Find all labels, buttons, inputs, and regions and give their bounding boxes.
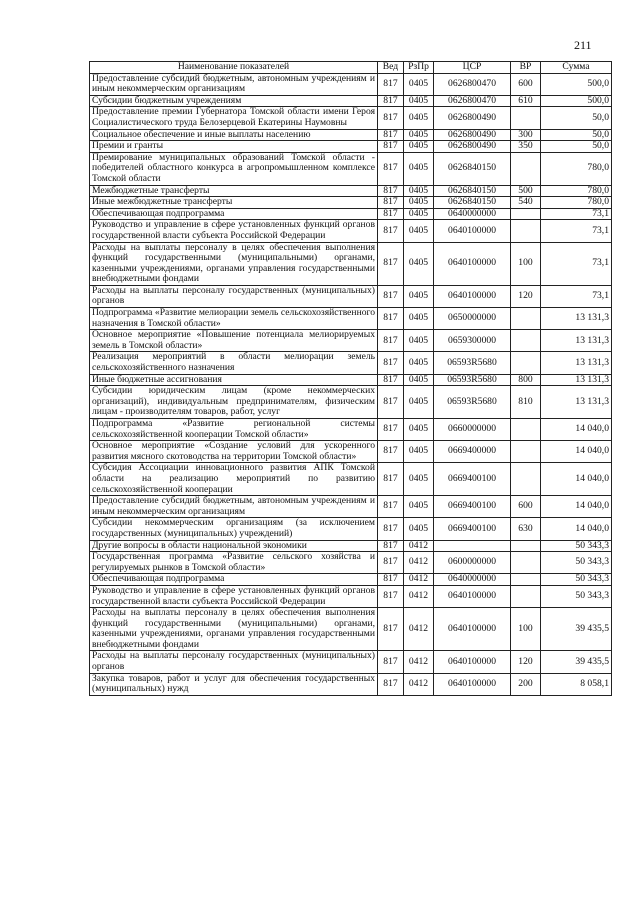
cell-vr: 300 (511, 129, 541, 141)
cell-sum: 73,1 (541, 285, 612, 307)
cell-sum: 780,0 (541, 185, 612, 197)
cell-csr: 0600000000 (434, 552, 511, 574)
cell-ved: 817 (378, 95, 404, 107)
cell-ved: 817 (378, 463, 404, 496)
cell-name: Субсидия Ассоциации инновационного развития АПК Томской области на реализацию мероприятий по развитию сельскохозяйственной кооперации (90, 463, 378, 496)
table-row (90, 107, 612, 129)
cell-sum: 50 343,3 (541, 574, 612, 586)
cell-vr (511, 540, 541, 552)
cell-name: Иные межбюджетные трансферты (90, 197, 378, 209)
cell-rzpr: 0405 (404, 242, 434, 285)
table-row (90, 518, 612, 540)
cell-vr: 500 (511, 185, 541, 197)
cell-name: Обеспечивающая подпрограмма (90, 574, 378, 586)
cell-sum: 13 131,3 (541, 386, 612, 419)
cell-sum: 14 040,0 (541, 463, 612, 496)
table-row (90, 129, 612, 141)
cell-ved: 817 (378, 518, 404, 540)
cell-csr: 0640000000 (434, 208, 511, 220)
cell-sum: 500,0 (541, 73, 612, 95)
cell-sum: 14 040,0 (541, 419, 612, 441)
cell-vr (511, 208, 541, 220)
table-row (90, 208, 612, 220)
cell-name: Основное мероприятие «Повышение потенциала мелиорируемых земель в Томской области» (90, 330, 378, 352)
cell-vr (511, 220, 541, 242)
cell-vr (511, 574, 541, 586)
cell-ved: 817 (378, 242, 404, 285)
cell-name: Другие вопросы в области национальной экономики (90, 540, 378, 552)
cell-ved: 817 (378, 141, 404, 153)
cell-rzpr: 0405 (404, 352, 434, 374)
cell-sum: 73,1 (541, 242, 612, 285)
cell-csr: 06593R5680 (434, 386, 511, 419)
cell-csr: 0626800470 (434, 95, 511, 107)
table-header-row (90, 62, 612, 74)
cell-rzpr: 0405 (404, 419, 434, 441)
cell-vr (511, 552, 541, 574)
cell-rzpr: 0405 (404, 152, 434, 185)
table-row (90, 540, 612, 552)
cell-ved: 817 (378, 285, 404, 307)
cell-sum: 780,0 (541, 197, 612, 209)
cell-vr: 120 (511, 285, 541, 307)
table-row (90, 374, 612, 386)
table-row (90, 95, 612, 107)
cell-name: Социальное обеспечение и иные выплаты населению (90, 129, 378, 141)
cell-rzpr: 0412 (404, 540, 434, 552)
cell-name: Предоставление субсидий бюджетным, автономным учреждениям и иным некоммерческим организациям (90, 73, 378, 95)
cell-csr: 0660000000 (434, 419, 511, 441)
cell-vr: 350 (511, 141, 541, 153)
cell-sum: 50,0 (541, 107, 612, 129)
cell-sum: 50 343,3 (541, 585, 612, 607)
cell-ved: 817 (378, 308, 404, 330)
cell-sum: 14 040,0 (541, 496, 612, 518)
cell-rzpr: 0405 (404, 330, 434, 352)
table-row (90, 496, 612, 518)
cell-rzpr: 0405 (404, 73, 434, 95)
cell-rzpr: 0405 (404, 107, 434, 129)
cell-name: Межбюджетные трансферты (90, 185, 378, 197)
table-row (90, 419, 612, 441)
cell-csr: 0640100000 (434, 673, 511, 695)
cell-name: Обеспечивающая подпрограмма (90, 208, 378, 220)
cell-vr (511, 585, 541, 607)
cell-name: Премии и гранты (90, 141, 378, 153)
cell-ved: 817 (378, 330, 404, 352)
cell-name: Закупка товаров, работ и услуг для обеспечения государственных (муниципальных) нужд (90, 673, 378, 695)
cell-ved: 817 (378, 107, 404, 129)
cell-sum: 500,0 (541, 95, 612, 107)
cell-vr: 540 (511, 197, 541, 209)
cell-csr: 0669400000 (434, 441, 511, 463)
cell-ved: 817 (378, 129, 404, 141)
table-row (90, 651, 612, 673)
cell-vr: 120 (511, 651, 541, 673)
cell-ved: 817 (378, 419, 404, 441)
header-name: Наименование показателей (90, 62, 378, 74)
cell-rzpr: 0405 (404, 374, 434, 386)
cell-sum: 50 343,3 (541, 552, 612, 574)
table-row (90, 608, 612, 651)
table-row (90, 197, 612, 209)
cell-name: Руководство и управление в сфере установленных функций органов государственной власти субъекта Российской Федерации (90, 585, 378, 607)
table-row (90, 308, 612, 330)
cell-sum: 780,0 (541, 152, 612, 185)
cell-ved: 817 (378, 352, 404, 374)
table-row (90, 673, 612, 695)
cell-ved: 817 (378, 673, 404, 695)
cell-sum: 13 131,3 (541, 374, 612, 386)
cell-sum: 50 343,3 (541, 540, 612, 552)
cell-vr: 800 (511, 374, 541, 386)
cell-csr: 0626800490 (434, 129, 511, 141)
cell-ved: 817 (378, 608, 404, 651)
cell-csr: 0626840150 (434, 152, 511, 185)
cell-vr: 100 (511, 608, 541, 651)
table-row (90, 152, 612, 185)
cell-csr: 0640100000 (434, 220, 511, 242)
cell-vr: 610 (511, 95, 541, 107)
cell-name: Расходы на выплаты персоналу в целях обеспечения выполнения функций государственными (муниципальными) органами, казенными учреждениями, органами управления государственными внебюджетными фондами (90, 242, 378, 285)
cell-sum: 14 040,0 (541, 441, 612, 463)
cell-rzpr: 0405 (404, 208, 434, 220)
cell-rzpr: 0412 (404, 574, 434, 586)
cell-name: Иные бюджетные ассигнования (90, 374, 378, 386)
table-row (90, 185, 612, 197)
cell-ved: 817 (378, 651, 404, 673)
cell-vr (511, 463, 541, 496)
cell-name: Предоставление премии Губернатора Томской области имени Героя Социалистического труда Белозерцевой Екатерины Наумовны (90, 107, 378, 129)
cell-ved: 817 (378, 73, 404, 95)
table-body (90, 73, 612, 695)
cell-vr (511, 352, 541, 374)
cell-rzpr: 0405 (404, 95, 434, 107)
cell-csr: 0640100000 (434, 585, 511, 607)
cell-rzpr: 0405 (404, 308, 434, 330)
cell-vr: 100 (511, 242, 541, 285)
cell-csr: 0669400100 (434, 518, 511, 540)
cell-sum: 13 131,3 (541, 352, 612, 374)
cell-rzpr: 0412 (404, 585, 434, 607)
cell-ved: 817 (378, 197, 404, 209)
cell-ved: 817 (378, 208, 404, 220)
cell-name: Подпрограмма «Развитие мелиорации земель сельскохозяйственного назначения в Томской области» (90, 308, 378, 330)
cell-csr: 0626800470 (434, 73, 511, 95)
cell-sum: 50,0 (541, 129, 612, 141)
cell-csr: 0626800490 (434, 107, 511, 129)
cell-name: Субсидии бюджетным учреждениям (90, 95, 378, 107)
cell-name: Государственная программа «Развитие сельского хозяйства и регулируемых рынков в Томской области» (90, 552, 378, 574)
cell-csr: 06593R5680 (434, 374, 511, 386)
cell-rzpr: 0412 (404, 673, 434, 695)
cell-sum: 39 435,5 (541, 608, 612, 651)
cell-rzpr: 0405 (404, 141, 434, 153)
table-row (90, 242, 612, 285)
table-row (90, 285, 612, 307)
cell-csr (434, 540, 511, 552)
cell-rzpr: 0405 (404, 496, 434, 518)
table-row (90, 552, 612, 574)
cell-vr (511, 107, 541, 129)
cell-ved: 817 (378, 374, 404, 386)
table-row (90, 463, 612, 496)
cell-ved: 817 (378, 152, 404, 185)
cell-ved: 817 (378, 585, 404, 607)
cell-rzpr: 0405 (404, 518, 434, 540)
cell-rzpr: 0405 (404, 129, 434, 141)
cell-csr: 0640100000 (434, 608, 511, 651)
cell-vr: 810 (511, 386, 541, 419)
header-csr: ЦСР (434, 62, 511, 74)
cell-rzpr: 0405 (404, 386, 434, 419)
page-number: 211 (574, 38, 592, 52)
cell-sum: 50,0 (541, 141, 612, 153)
table-row (90, 352, 612, 374)
table-row (90, 441, 612, 463)
cell-csr: 0626840150 (434, 197, 511, 209)
cell-vr: 200 (511, 673, 541, 695)
cell-ved: 817 (378, 386, 404, 419)
cell-sum: 73,1 (541, 208, 612, 220)
cell-vr: 630 (511, 518, 541, 540)
header-vr: ВР (511, 62, 541, 74)
cell-ved: 817 (378, 441, 404, 463)
cell-rzpr: 0412 (404, 608, 434, 651)
table-row (90, 220, 612, 242)
cell-csr: 0626840150 (434, 185, 511, 197)
cell-csr: 0659300000 (434, 330, 511, 352)
cell-vr: 600 (511, 73, 541, 95)
cell-csr: 0640100000 (434, 242, 511, 285)
cell-sum: 73,1 (541, 220, 612, 242)
cell-ved: 817 (378, 552, 404, 574)
cell-rzpr: 0405 (404, 220, 434, 242)
cell-sum: 39 435,5 (541, 651, 612, 673)
cell-name: Расходы на выплаты персоналу в целях обеспечения выполнения функций государственными (муниципальными) органами, казенными учреждениями, органами управления государственными внебюджетными фондами (90, 608, 378, 651)
cell-ved: 817 (378, 496, 404, 518)
table-row (90, 386, 612, 419)
cell-csr: 06593R5680 (434, 352, 511, 374)
cell-name: Реализация мероприятий в области мелиорации земель сельскохозяйственного назначения (90, 352, 378, 374)
cell-rzpr: 0412 (404, 552, 434, 574)
cell-rzpr: 0412 (404, 651, 434, 673)
cell-name: Подпрограмма «Развитие региональной системы сельскохозяйственной кооперации Томской области» (90, 419, 378, 441)
cell-name: Расходы на выплаты персоналу государственных (муниципальных) органов (90, 285, 378, 307)
cell-name: Предоставление субсидий бюджетным, автономным учреждениям и иным некоммерческим организациям (90, 496, 378, 518)
cell-vr: 600 (511, 496, 541, 518)
cell-vr (511, 152, 541, 185)
cell-name: Субсидии юридическим лицам (кроме некоммерческих организаций), индивидуальным предпринимателям, физическим лицам - производителям товаров, работ, услуг (90, 386, 378, 419)
cell-rzpr: 0405 (404, 185, 434, 197)
cell-vr (511, 330, 541, 352)
cell-vr (511, 419, 541, 441)
cell-rzpr: 0405 (404, 197, 434, 209)
header-ved: Вед (378, 62, 404, 74)
cell-csr: 0669400100 (434, 496, 511, 518)
cell-rzpr: 0405 (404, 441, 434, 463)
cell-name: Премирование муниципальных образований Томской области - победителей областного конкурса в агропромышленном комплексе Томской области (90, 152, 378, 185)
cell-name: Расходы на выплаты персоналу государственных (муниципальных) органов (90, 651, 378, 673)
cell-csr: 0640000000 (434, 574, 511, 586)
cell-vr (511, 441, 541, 463)
cell-name: Основное мероприятие «Создание условий для ускоренного развития мясного скотоводства на территории Томской области» (90, 441, 378, 463)
header-rzpr: РзПр (404, 62, 434, 74)
cell-rzpr: 0405 (404, 463, 434, 496)
table-row (90, 330, 612, 352)
cell-csr: 0650000000 (434, 308, 511, 330)
cell-csr: 0640100000 (434, 651, 511, 673)
cell-csr: 0669400100 (434, 463, 511, 496)
cell-ved: 817 (378, 540, 404, 552)
cell-csr: 0640100000 (434, 285, 511, 307)
cell-name: Субсидии некоммерческим организациям (за исключением государственных (муниципальных) учреждений) (90, 518, 378, 540)
cell-ved: 817 (378, 574, 404, 586)
cell-vr (511, 308, 541, 330)
table-row (90, 574, 612, 586)
budget-table (89, 61, 612, 696)
cell-sum: 8 058,1 (541, 673, 612, 695)
cell-sum: 13 131,3 (541, 308, 612, 330)
cell-sum: 13 131,3 (541, 330, 612, 352)
table-row (90, 141, 612, 153)
cell-name: Руководство и управление в сфере установленных функций органов государственной власти субъекта Российской Федерации (90, 220, 378, 242)
table-row (90, 585, 612, 607)
cell-ved: 817 (378, 185, 404, 197)
cell-ved: 817 (378, 220, 404, 242)
cell-rzpr: 0405 (404, 285, 434, 307)
header-sum: Сумма (541, 62, 612, 74)
cell-sum: 14 040,0 (541, 518, 612, 540)
cell-csr: 0626800490 (434, 141, 511, 153)
table-row (90, 73, 612, 95)
